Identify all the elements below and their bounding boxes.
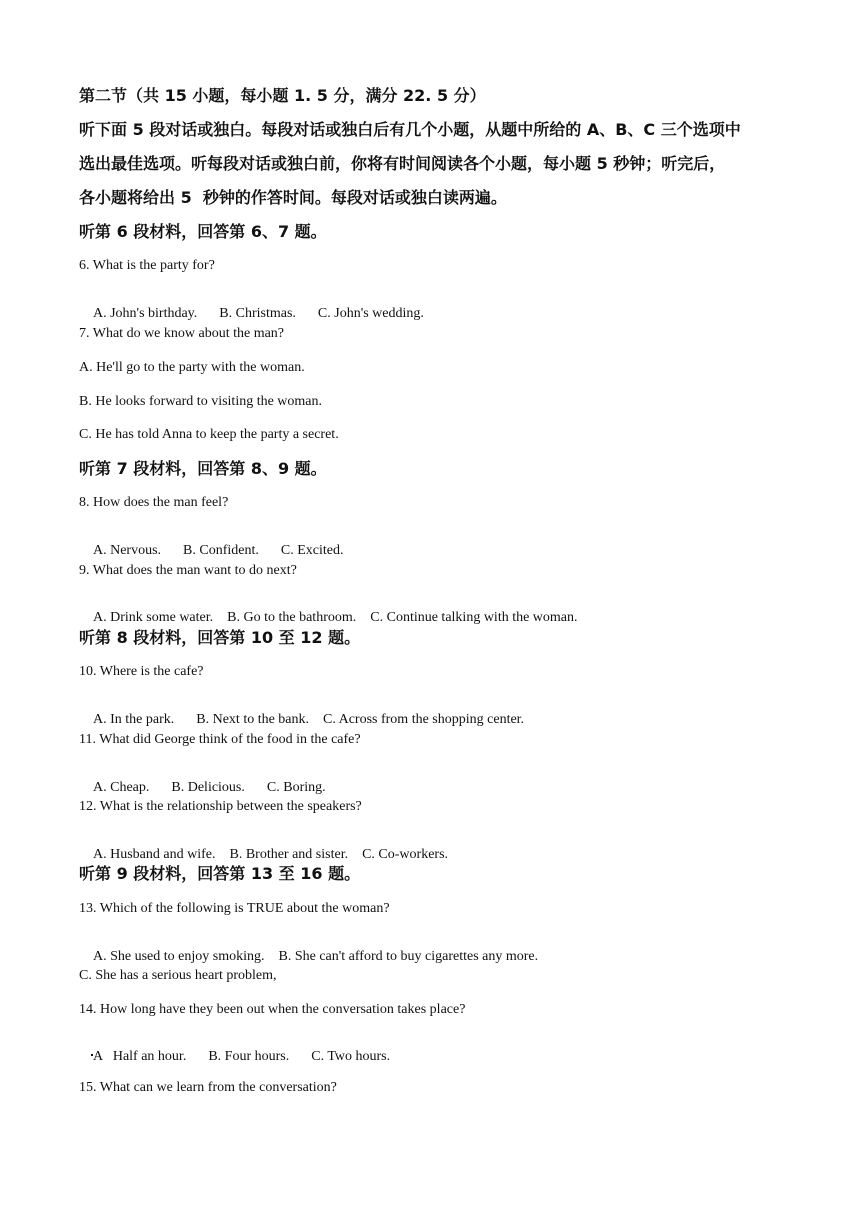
option-c: C. Continue talking with the woman. [370, 610, 578, 625]
option-c: C. Across from the shopping center. [323, 712, 525, 727]
option-b: B. Four hours. [208, 1049, 290, 1064]
option-c: C. Excited. [280, 543, 344, 558]
question-stem: 15. What can we learn from the conversation? [79, 1080, 337, 1095]
question-stem: 7. What do we know about the man? [79, 326, 285, 341]
option-a: A. In the park. [93, 712, 175, 727]
group-title: 听第 7 段材料，回答第 8、9 题。 [79, 459, 327, 478]
option-c: C. Two hours. [311, 1049, 391, 1064]
option-b: B. Go to the bathroom. [227, 610, 357, 625]
option-c: C. Boring. [266, 780, 326, 795]
option-a: A Half an hour. [93, 1049, 187, 1064]
question-stem: 6. What is the party for? [79, 258, 215, 273]
question-stem: 8. How does the man feel? [79, 495, 229, 510]
instructions-line-3: 各小题将给出 5 秒钟的作答时间。每段对话或独白读两遍。 [79, 188, 507, 207]
option-a: A. Drink some water. [93, 610, 214, 625]
group-title: 听第 6 段材料，回答第 6、7 题。 [79, 222, 327, 241]
option-a: A. John's birthday. [93, 306, 198, 321]
question-stem: 13. Which of the following is TRUE about the woman? [79, 901, 390, 916]
option-c: C. She has a serious heart problem, [79, 968, 277, 983]
option-b: B. Brother and sister. [229, 847, 349, 862]
option-a: A. Husband and wife. [93, 847, 216, 862]
stray-dot [91, 1054, 93, 1056]
section-heading: 第二节（共 15 小题，每小题 1. 5 分，满分 22. 5 分） [79, 86, 486, 105]
question-stem: 12. What is the relationship between the speakers? [79, 799, 362, 814]
option-b: B. Confident. [183, 543, 259, 558]
option-a: A. Cheap. [93, 780, 150, 795]
question-stem: 11. What did George think of the food in the cafe? [79, 732, 361, 747]
option-a: A. Nervous. [93, 543, 162, 558]
option-b: B. She can't afford to buy cigarettes any more. [278, 949, 539, 964]
group-title: 听第 9 段材料，回答第 13 至 16 题。 [79, 864, 361, 883]
question-options [79, 1036, 390, 1078]
option-b: B. He looks forward to visiting the woman. [79, 394, 323, 409]
question-stem: 14. How long have they been out when the conversation takes place? [79, 1002, 466, 1017]
option-c: C. John's wedding. [317, 306, 424, 321]
option-c: C. He has told Anna to keep the party a secret. [79, 427, 339, 442]
option-b: B. Christmas. [219, 306, 296, 321]
option-a: A. She used to enjoy smoking. [93, 949, 265, 964]
instructions-line-2: 选出最佳选项。听每段对话或独白前，你将有时间阅读各个小题，每小题 5 秒钟；听完后， [79, 154, 726, 173]
question-stem: 10. Where is the cafe? [79, 664, 204, 679]
option-b: B. Next to the bank. [196, 712, 310, 727]
instructions-line-1: 听下面 5 段对话或独白。每段对话或独白后有几个小题，从题中所给的 A、B、C 三个选项中 [79, 120, 741, 139]
option-b: B. Delicious. [171, 780, 245, 795]
option-a: A. He'll go to the party with the woman. [79, 360, 305, 375]
question-stem: 9. What does the man want to do next? [79, 563, 297, 578]
option-c: C. Co-workers. [362, 847, 449, 862]
group-title: 听第 8 段材料，回答第 10 至 12 题。 [79, 628, 361, 647]
